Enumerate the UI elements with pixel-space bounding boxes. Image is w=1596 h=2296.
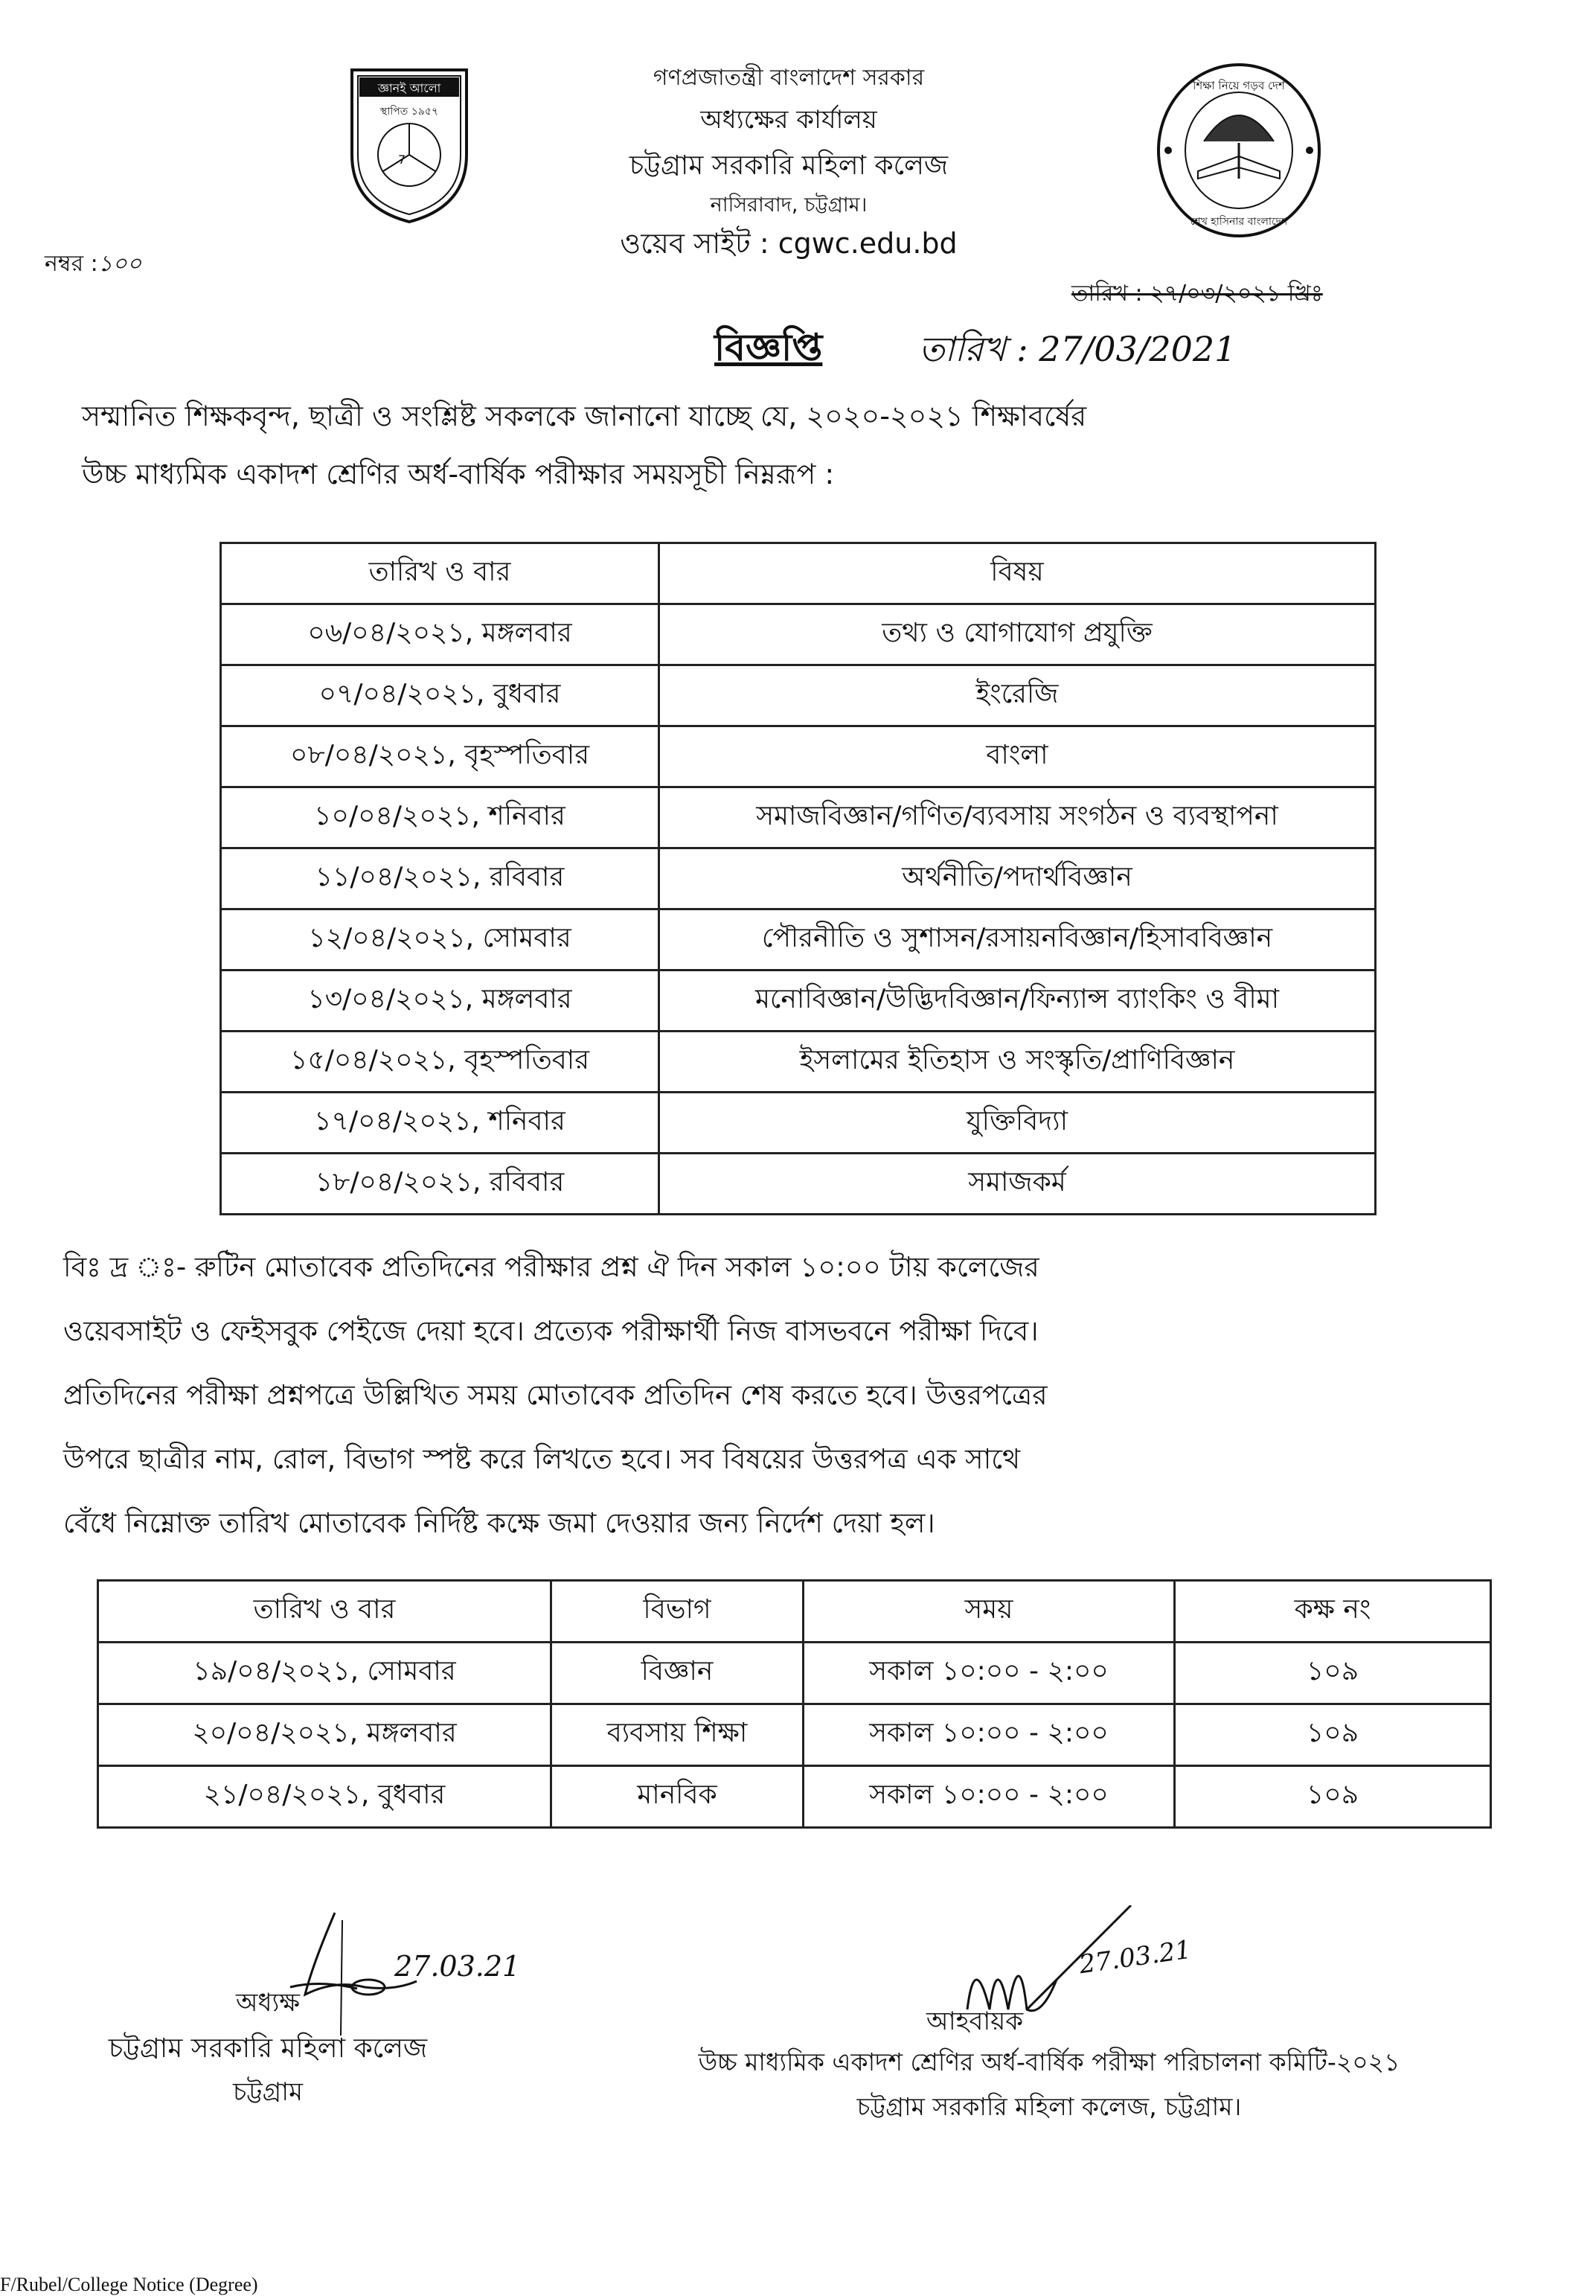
table-header-row — [221, 543, 1376, 604]
cell-date: ১০/০৪/২০২১, শনিবার — [221, 787, 659, 848]
convener-sign-date: 27.03.21 — [1077, 1934, 1193, 1980]
cell-date: ২০/০৪/২০২১, মঙ্গলবার — [98, 1704, 551, 1766]
note-line: বেঁধে নিম্নোক্ত তারিখ মোতাবেক নির্দিষ্ট কক্ষে জমা দেওয়ার জন্য নির্দেশ দেয়া হল। — [63, 1507, 935, 1539]
svg-text:জ্ঞানই আলো: জ্ঞানই আলো — [377, 81, 441, 95]
table-row — [221, 1093, 1376, 1154]
submission-table — [97, 1579, 1492, 1829]
cell-time: সকাল ১০:০০ - ২:০০ — [804, 1643, 1175, 1704]
cell-time: সকাল ১০:০০ - ২:০০ — [804, 1766, 1175, 1828]
cell-date: ০৮/০৪/২০২১, বৃহস্পতিবার — [221, 726, 659, 787]
cell-subject: বাংলা — [659, 726, 1376, 787]
cell-subject: সমাজবিজ্ঞান/গণিত/ব্যবসায় সংগঠন ও ব্যবস্থাপনা — [659, 787, 1376, 848]
table-row — [98, 1643, 1491, 1704]
cell-date: ১৩/০৪/২০২১, মঙ্গলবার — [221, 970, 659, 1032]
notice-title: বিজ্ঞপ্তি — [714, 326, 823, 369]
cell-subject: ইসলামের ইতিহাস ও সংস্কৃতি/প্রাণিবিজ্ঞান — [659, 1032, 1376, 1093]
cell-subject: তথ্য ও যোগাযোগ প্রযুক্তি — [659, 604, 1376, 665]
col-room: কক্ষ নং — [1175, 1581, 1491, 1643]
principal-org: চট্টগ্রাম সরকারি মহিলা কলেজ — [108, 2033, 428, 2064]
college-website: ওয়েব সাইট : cgwc.edu.bd — [620, 227, 958, 260]
svg-text:স্থাপিত ১৯৫৭: স্থাপিত ১৯৫৭ — [379, 106, 439, 118]
cell-date: ১৭/০৪/২০২১, শনিবার — [221, 1093, 659, 1154]
intro-line: উচ্চ মাধ্যমিক একাদশ শ্রেণির অর্ধ-বার্ষিক পরীক্ষার সময়সূচী নিম্নরূপ : — [82, 458, 835, 490]
cell-date: ১১/০৪/২০২১, রবিবার — [221, 848, 659, 909]
office-name: অধ্যক্ষের কার্যালয় — [700, 105, 877, 135]
college-address: নাসিরাবাদ, চট্টগ্রাম। — [710, 194, 868, 217]
cell-room: ১০৯ — [1175, 1704, 1491, 1766]
table-row — [98, 1704, 1491, 1766]
cell-subject: ইংরেজি — [659, 665, 1376, 726]
svg-text:7: 7 — [398, 153, 406, 167]
note-line: বিঃ দ্র ঃ- রুটিন মোতাবেক প্রতিদিনের পরীক্ষার প্রশ্ন ঐ দিন সকাল ১০:০০ টায় কলেজের — [63, 1251, 1039, 1283]
cell-room: ১০৯ — [1175, 1766, 1491, 1828]
principal-sign-date: 27.03.21 — [394, 1950, 521, 1983]
svg-text:শিক্ষা নিয়ে গড়ব দেশ: শিক্ষা নিয়ে গড়ব দেশ — [1193, 79, 1285, 92]
memo-label: নম্বর : — [45, 251, 98, 277]
cell-date: ০৭/০৪/২০২১, বুধবার — [221, 665, 659, 726]
svg-text:শেখ হাসিনার বাংলাদেশ: শেখ হাসিনার বাংলাদেশ — [1190, 216, 1288, 228]
col-subject: বিষয় — [659, 543, 1376, 604]
table-header-row — [98, 1581, 1491, 1643]
col-date: তারিখ ও বার — [98, 1581, 551, 1643]
convener-role: আহবায়ক — [926, 2006, 1024, 2036]
col-time: সময় — [804, 1581, 1175, 1643]
cell-department: ব্যবসায় শিক্ষা — [551, 1704, 804, 1766]
cell-date: ১৯/০৪/২০২১, সোমবার — [98, 1643, 551, 1704]
cell-department: মানবিক — [551, 1766, 804, 1828]
cell-date: ১৫/০৪/২০২১, বৃহস্পতিবার — [221, 1032, 659, 1093]
table-row — [221, 665, 1376, 726]
table-row — [221, 1154, 1376, 1215]
cell-subject: মনোবিজ্ঞান/উদ্ভিদবিজ্ঞান/ফিন্যান্স ব্যাংকিং ও বীমা — [659, 970, 1376, 1032]
cell-subject: অর্থনীতি/পদার্থবিজ্ঞান — [659, 848, 1376, 909]
memo-value: ১০০ — [97, 251, 142, 277]
col-department: বিভাগ — [551, 1581, 804, 1643]
cell-department: বিজ্ঞান — [551, 1643, 804, 1704]
cell-date: ২১/০৪/২০২১, বুধবার — [98, 1766, 551, 1828]
committee-name: উচ্চ মাধ্যমিক একাদশ শ্রেণির অর্ধ-বার্ষিক পরীক্ষা পরিচালনা কমিটি-২০২১ — [698, 2047, 1400, 2076]
table-row — [221, 1032, 1376, 1093]
table-row — [221, 787, 1376, 848]
table-row — [221, 726, 1376, 787]
cell-subject: সমাজকর্ম — [659, 1154, 1376, 1215]
govt-name: গণপ্রজাতন্ত্রী বাংলাদেশ সরকার — [653, 65, 925, 91]
handwritten-date: তারিখ : 27/03/2021 — [919, 329, 1237, 369]
cell-time: সকাল ১০:০০ - ২:০০ — [804, 1704, 1175, 1766]
cell-date: ১২/০৪/২০২১, সোমবার — [221, 909, 659, 970]
cell-room: ১০৯ — [1175, 1643, 1491, 1704]
exam-schedule-table — [219, 542, 1377, 1215]
file-reference: F/Rubel/College Notice (Degree) — [0, 2274, 258, 2295]
cell-date: ১৮/০৪/২০২১, রবিবার — [221, 1154, 659, 1215]
convener-org: চট্টগ্রাম সরকারি মহিলা কলেজ, চট্টগ্রাম। — [856, 2092, 1242, 2121]
cell-subject: পৌরনীতি ও সুশাসন/রসায়নবিজ্ঞান/হিসাববিজ্ঞান — [659, 909, 1376, 970]
note-paragraph — [63, 1235, 1048, 1555]
cell-subject: যুক্তিবিদ্যা — [659, 1093, 1376, 1154]
col-date: তারিখ ও বার — [221, 543, 659, 604]
table-row — [221, 604, 1376, 665]
cell-date: ০৬/০৪/২০২১, মঙ্গলবার — [221, 604, 659, 665]
intro-line: সম্মানিত শিক্ষকবৃন্দ, ছাত্রী ও সংশ্লিষ্ট সকলকে জানানো যাচ্ছে যে, ২০২০-২০২১ শিক্ষাবর্ষের — [82, 400, 1087, 432]
college-name: চট্টগ্রাম সরকারি মহিলা কলেজ — [629, 150, 949, 181]
table-row — [221, 848, 1376, 909]
printed-date-struck: তারিখ : ২৭/০৩/২০২১ খ্রিঃ — [1071, 281, 1323, 307]
principal-role: অধ্যক্ষ — [236, 1988, 300, 2018]
note-line: ওয়েবসাইট ও ফেইসবুক পেইজে দেয়া হবে। প্রত্যেক পরীক্ষার্থী নিজ বাসভবনে পরীক্ষা দিবে। — [63, 1315, 1039, 1347]
principal-place: চট্টগ্রাম — [233, 2077, 303, 2107]
note-line: প্রতিদিনের পরীক্ষা প্রশ্নপত্রে উল্লিখিত সময় মোতাবেক প্রতিদিন শেষ করতে হবে। উত্তরপত্রের — [63, 1379, 1048, 1411]
college-crest-logo — [346, 65, 472, 226]
note-line: উপরে ছাত্রীর নাম, রোল, বিভাগ স্পষ্ট করে লিখতে হবে। সব বিষয়ের উত্তরপত্র এক সাথে — [63, 1443, 1021, 1475]
table-row — [98, 1766, 1491, 1828]
memo-number — [45, 246, 141, 284]
education-seal-logo — [1152, 60, 1327, 242]
table-row — [221, 909, 1376, 970]
intro-paragraph — [82, 387, 1086, 503]
table-row — [221, 970, 1376, 1032]
